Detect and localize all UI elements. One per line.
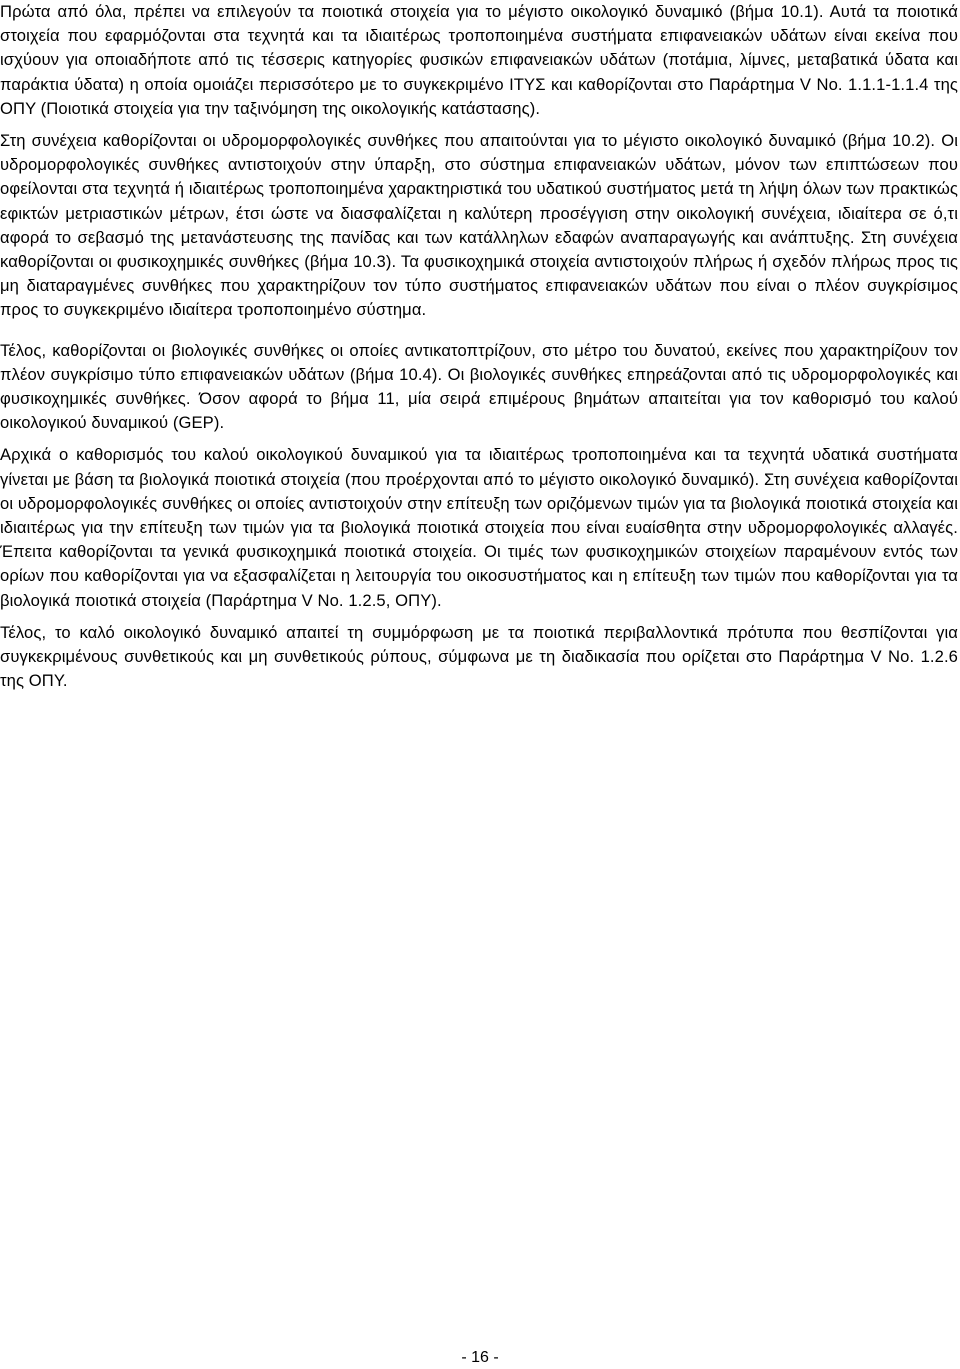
page-number: - 16 - [461,1349,499,1366]
paragraph-good-ecological-potential-definition: Αρχικά ο καθορισμός του καλού οικολογικού δυναμικού για τα ιδιαιτέρως τροποποιημένα και τα τεχνητά υδατικά συστήματα γίνεται με βάση τα βιολογικά ποιοτικά στοιχεία (που προέρχονται από το μέγιστο οικολογικό δυναμικό). Στη συνέχεια καθορίζονται οι υδρομορφολογικές συνθήκες οι οποίες αντιστοιχούν στην επίτευξη των οριζόμενων τιμών για τα βιολογικά ποιοτικά στοιχεία και ιδιαιτέρως για την επίτευξη των τιμών για τα βιολογικά ποιοτικά στοιχεία που είναι ευαίσθητα στην υδρομορφολογικές αλλαγές. Έπειτα καθορίζονται τα γενικά φυσικοχημικά ποιοτικά στοιχεία. Οι τιμές των φυσικοχημικών στοιχείων παραμένουν εντός των ορίων που καθορίζονται για να εξασφαλίζεται η λειτουργία του οικοσυστήματος και η επίτευξη των τιμών που καθορίζονται για τα βιολογικά ποιοτικά στοιχεία (Παράρτημα V No. 1.2.5, ΟΠΥ). [0,445,959,610]
paragraph-hydromorphological-physicochemical-conditions: Στη συνέχεια καθορίζονται οι υδρομορφολογικές συνθήκες που απαιτούνται για το μέγιστο οικολογικό δυναμικό (βήμα 10.2). Οι υδρομορφολογικές συνθήκες αντιστοιχούν στην ύπαρξη, στο σύστημα επιφανειακών υδάτων, μόνον των επιπτώσεων που οφείλονται στα τεχνητά ή ιδιαιτέρως τροποποιημένα χαρακτηριστικά του υδατικού συστήματος μετά τη λήψη όλων των πρακτικώς εφικτών μετριαστικών μέτρων, έτσι ώστε να διασφαλίζεται η καλύτερη προσέγγιση στην οικολογική συνέχεια, ιδιαίτερα σε ό,τι αφορά το σεβασμό της μετανάστευσης της πανίδας και των κατάλληλων εδαφών αναπαραγωγής και ανάπτυξης. Στη συνέχεια καθορίζονται οι φυσικοχημικές συνθήκες (βήμα 10.3). Τα φυσικοχημικά στοιχεία αντιστοιχούν πλήρως ή σχεδόν πλήρως προς τις μη διαταραγμένες συνθήκες που χαρακτηρίζουν τον τύπο συστήματος επιφανειακών υδάτων που είναι ο πλέον συγκρίσιμος προς το συγκεκριμένο ιδιαίτερα τροποποιημένο σύστημα. [0,131,958,320]
paragraph-max-ecological-potential-quality-elements: Πρώτα από όλα, πρέπει να επιλεγούν τα ποιοτικά στοιχεία για το μέγιστο οικολογικό δυναμικό (βήμα 10.1). Αυτά τα ποιοτικά στοιχεία που εφαρμόζονται στα τεχνητά και τα ιδιαιτέρως τροποποιημένα συστήματα επιφανειακών υδάτων είναι εκείνα που ισχύουν για οποιαδήποτε από τις τέσσερις κατηγορίες φυσικών επιφανειακών υδάτων (ποτάμια, λίμνες, μεταβατικά ύδατα και παράκτια ύδατα) η οποία ομοιάζει περισσότερο με το συγκεκριμένο ΙΤΥΣ και καθορίζονται στο Παράρτημα V No. 1.1.1-1.1.4 της ΟΠΥ (Ποιοτικά στοιχεία για την ταξινόμηση της οικολογικής κατάστασης). [0,2,958,118]
paragraph-biological-conditions: Τέλος, καθορίζονται οι βιολογικές συνθήκες οι οποίες αντικατοπτρίζουν, στο μέτρο του δυνατού, εκείνες που χαρακτηρίζουν τον πλέον συγκρίσιμο τύπο επιφανειακών υδάτων (βήμα 10.4). Οι βιολογικές συνθήκες επηρεάζονται από τις υδρομορφολογικές και φυσικοχημικές συνθήκες. Όσον αφορά το βήμα 11, μία σειρά επιμέρους βημάτων απαιτείται για τον καθορισμό του καλού οικολογικού δυναμικού (GEP). [0,340,958,433]
paragraph-environmental-quality-standards: Τέλος, το καλό οικολογικό δυναμικό απαιτεί τη συμμόρφωση με τα ποιοτικά περιβαλλοντικά πρότυπα που θεσπίζονται για συγκεκριμένους συνθετικούς και μη συνθετικούς ρύπους, σύμφωνα με τη διαδικασία που ορίζεται στο Παράρτημα V No. 1.2.6 της ΟΠΥ. [0,622,958,691]
